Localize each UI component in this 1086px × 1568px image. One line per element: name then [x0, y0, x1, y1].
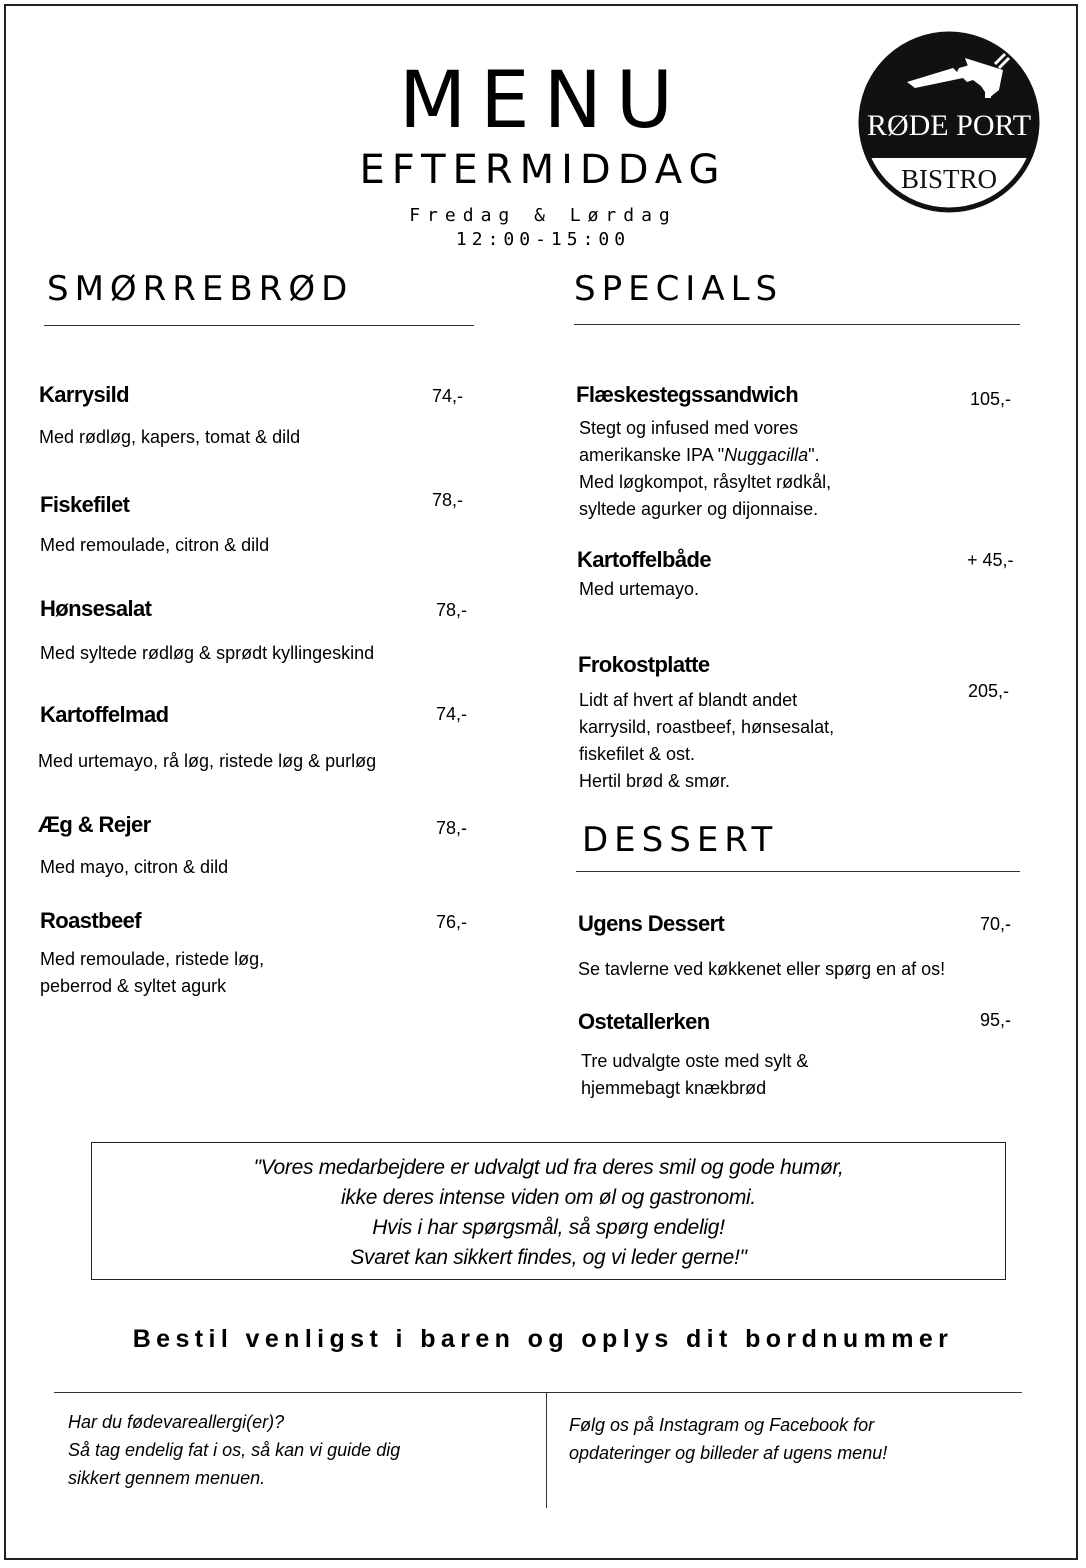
- item-desc: [579, 415, 831, 523]
- footer-rule: [54, 1392, 1022, 1393]
- item-desc: Med urtemayo, rå løg, ristede løg & purløg: [38, 751, 377, 771]
- item-desc-line: Lidt af hvert af blandt andet: [579, 690, 798, 710]
- footer-social-note: [569, 1411, 887, 1467]
- item-name: Fiskefilet: [40, 492, 130, 517]
- item-name: Æg & Rejer: [38, 812, 151, 837]
- footer-allergy-note: [68, 1408, 400, 1492]
- item-desc-line: Med remoulade, ristede løg,: [40, 949, 265, 969]
- footer-line: opdateringer og billeder af ugens menu!: [569, 1443, 888, 1463]
- footer-line: Så tag endelig fat i os, så kan vi guide dig: [68, 1440, 401, 1460]
- item-name: Ugens Dessert: [578, 911, 725, 936]
- quote-line: Svaret kan sikkert findes, og vi leder gerne!": [350, 1246, 747, 1269]
- item-desc-line: fiskefilet & ost.: [579, 744, 696, 764]
- item-desc: [581, 1048, 808, 1102]
- item-desc-line: Stegt og infused med vores: [579, 418, 799, 438]
- item-price: 105,-: [970, 389, 1012, 409]
- item-desc-line: Tre udvalgte oste med sylt &: [581, 1051, 809, 1071]
- item-desc-line: amerikanske IPA "Nuggacilla".: [579, 445, 820, 465]
- footer-line: Følg os på Instagram og Facebook for: [569, 1415, 875, 1435]
- item-desc: Med rødløg, kapers, tomat & dild: [39, 427, 301, 447]
- section-rule: [574, 324, 1020, 325]
- menu-subtitle: EFTERMIDDAG: [359, 147, 727, 193]
- item-name: Frokostplatte: [578, 652, 710, 677]
- item-desc: Med mayo, citron & dild: [40, 857, 229, 877]
- quote-line: Hvis i har spørgsmål, så spørg endelig!: [372, 1216, 725, 1239]
- item-price: + 45,-: [967, 550, 1014, 570]
- logo: [855, 28, 1043, 216]
- staff-quote-box: [91, 1142, 1006, 1280]
- section-heading-specials: SPECIALS: [574, 269, 784, 309]
- section-heading-smorrebrod: SMØRREBRØD: [47, 269, 354, 309]
- item-desc: Med remoulade, citron & dild: [40, 535, 270, 555]
- item-name: Roastbeef: [40, 908, 141, 933]
- item-name: Ostetallerken: [578, 1009, 710, 1034]
- item-desc: Med urtemayo.: [579, 579, 700, 599]
- quote-line: ikke deres intense viden om øl og gastronomi.: [341, 1186, 756, 1209]
- item-price: 205,-: [968, 681, 1010, 701]
- item-desc: [40, 946, 264, 1000]
- item-desc: [579, 687, 834, 795]
- item-desc-line: Hertil brød & smør.: [579, 771, 731, 791]
- footer-divider: [546, 1393, 547, 1508]
- item-name: Hønsesalat: [40, 596, 152, 621]
- item-desc: Med syltede rødløg & sprødt kyllingeskind: [40, 643, 375, 663]
- item-desc-line: peberrod & syltet agurk: [40, 976, 227, 996]
- menu-days: Fredag & Lørdag: [409, 205, 677, 226]
- section-rule: [576, 871, 1020, 872]
- item-desc-line: hjemmebagt knækbrød: [581, 1078, 767, 1098]
- item-price: 78,-: [436, 818, 468, 838]
- quote-line: "Vores medarbejdere er udvalgt ud fra deres smil og gode humør,: [253, 1156, 844, 1179]
- item-price: 95,-: [980, 1010, 1012, 1030]
- item-desc-line: syltede agurker og dijonnaise.: [579, 499, 819, 519]
- item-desc: Se tavlerne ved køkkenet eller spørg en af os!: [578, 959, 946, 979]
- item-desc-line: Med løgkompot, råsyltet rødkål,: [579, 472, 832, 492]
- item-name: Kartoffelmad: [40, 702, 169, 727]
- menu-title: MENU: [398, 56, 688, 146]
- item-price: 76,-: [436, 912, 468, 932]
- order-note: Bestil venligst i baren og oplys dit bordnummer: [132, 1325, 954, 1353]
- item-price: 78,-: [432, 490, 464, 510]
- item-price: 78,-: [436, 600, 468, 620]
- item-price: 70,-: [980, 914, 1012, 934]
- item-name: Karrysild: [39, 382, 129, 407]
- logo-name: RØDE PORT: [866, 109, 1032, 142]
- footer-line: Har du fødevareallergi(er)?: [68, 1412, 285, 1432]
- logo-badge: [855, 28, 1043, 216]
- item-name: Kartoffelbåde: [577, 547, 711, 572]
- section-heading-dessert: DESSERT: [582, 820, 779, 860]
- item-name: Flæskestegssandwich: [576, 382, 799, 407]
- footer-line: sikkert gennem menuen.: [68, 1468, 266, 1488]
- item-price: 74,-: [436, 704, 468, 724]
- section-rule: [44, 325, 474, 326]
- logo-sub: BISTRO: [900, 164, 998, 194]
- menu-hours: 12:00-15:00: [455, 229, 631, 250]
- item-price: 74,-: [432, 386, 464, 406]
- item-desc-line: karrysild, roastbeef, hønsesalat,: [579, 717, 835, 737]
